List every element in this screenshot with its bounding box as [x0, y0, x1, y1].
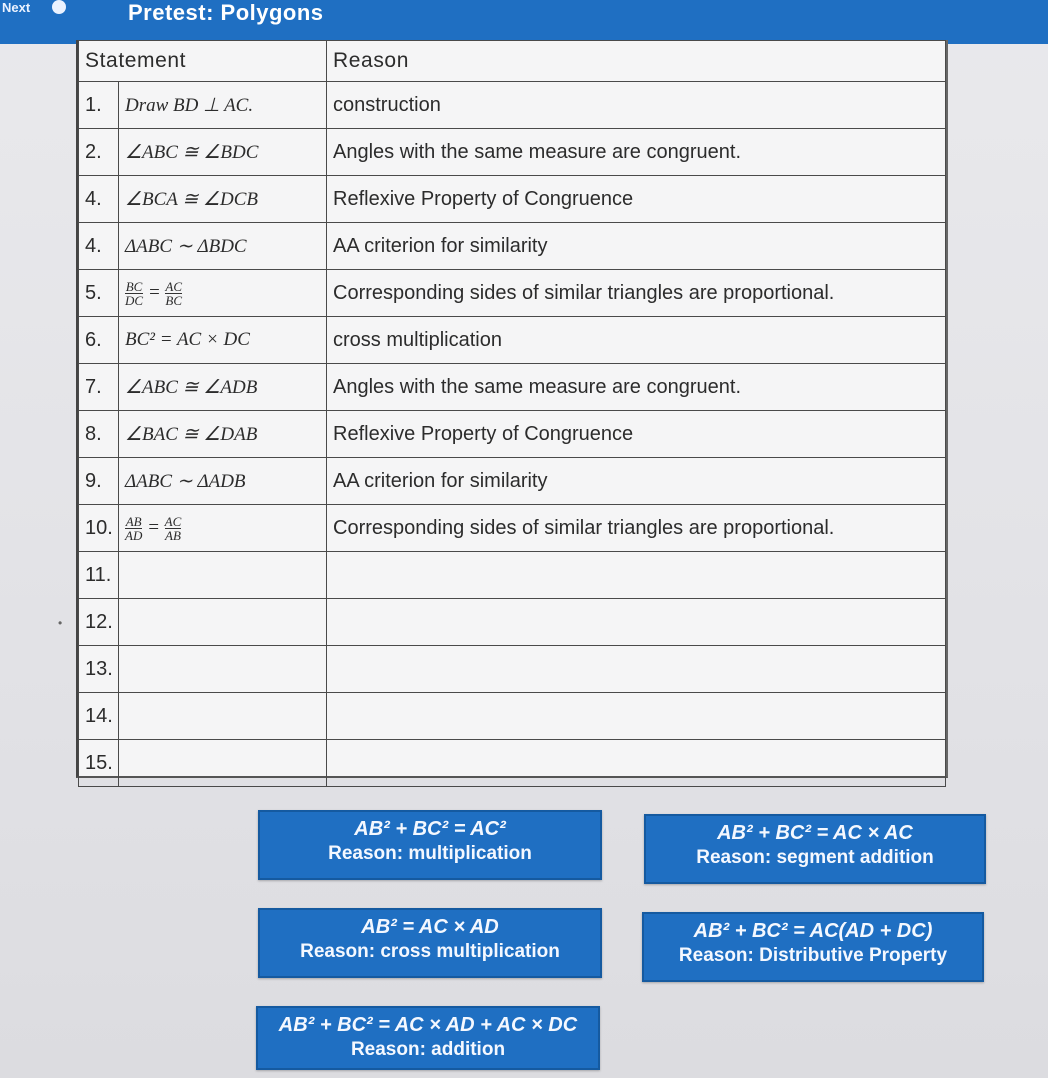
row-number: 6.: [79, 317, 119, 364]
statement-cell[interactable]: ∠BAC ≅ ∠DAB: [119, 411, 327, 458]
statement-cell[interactable]: [119, 646, 327, 693]
table-row: [79, 740, 946, 787]
fraction: [165, 515, 182, 542]
reason-cell[interactable]: [327, 646, 946, 693]
reason-cell[interactable]: [327, 599, 946, 646]
row-number: 7.: [79, 364, 119, 411]
fraction: [125, 280, 143, 307]
table-row: [79, 599, 946, 646]
statement-header: Statement: [79, 41, 327, 82]
table-row: [79, 270, 946, 317]
answer-tile-2[interactable]: [644, 814, 986, 884]
row-number: 2.: [79, 129, 119, 176]
reason-header: Reason: [327, 41, 946, 82]
answer-tile-1[interactable]: [258, 810, 602, 880]
tile-reason: Reason: addition: [350, 1039, 506, 1060]
fraction-denominator: AD: [125, 527, 143, 543]
tile-equation: AB² + BC² = AC²: [354, 818, 506, 840]
tile-equation: AB² + BC² = AC × AD + AC × DC: [278, 1014, 578, 1036]
statement-cell[interactable]: Draw BD ⊥ AC.: [119, 82, 327, 129]
fraction-numerator: BC: [125, 278, 143, 294]
table-row: [79, 646, 946, 693]
stray-dot: •: [58, 616, 63, 630]
fraction-denominator: DC: [125, 292, 144, 308]
table-row: [79, 411, 946, 458]
reason-cell[interactable]: AA criterion for similarity: [327, 458, 946, 505]
table-row: [79, 505, 946, 552]
fraction-denominator: BC: [165, 292, 183, 308]
row-number: 9.: [79, 458, 119, 505]
table-row: [79, 693, 946, 740]
reason-cell[interactable]: Corresponding sides of similar triangles are proportional.: [327, 505, 946, 552]
statement-cell[interactable]: ΔABC ∼ ΔBDC: [119, 223, 327, 270]
statement-cell[interactable]: [119, 505, 327, 552]
statement-cell[interactable]: [119, 270, 327, 317]
tile-equation: AB² + BC² = AC × AC: [717, 822, 913, 844]
table-header-row: [79, 41, 946, 82]
next-arrow-icon[interactable]: [52, 0, 66, 14]
statement-cell[interactable]: [119, 599, 327, 646]
reason-cell[interactable]: Reflexive Property of Congruence: [327, 411, 946, 458]
row-number: 8.: [79, 411, 119, 458]
equals-sign: =: [142, 516, 165, 538]
answer-tile-3[interactable]: [258, 908, 602, 978]
fraction-numerator: AC: [165, 278, 183, 294]
reason-cell[interactable]: Corresponding sides of similar triangles are proportional.: [327, 270, 946, 317]
statement-cell[interactable]: BC² = AC × DC: [119, 317, 327, 364]
proof-table-body: [79, 82, 946, 787]
statement-cell[interactable]: ∠ABC ≅ ∠ADB: [119, 364, 327, 411]
fraction-numerator: AB: [125, 513, 142, 529]
row-number: 13.: [79, 646, 119, 693]
reason-cell[interactable]: construction: [327, 82, 946, 129]
row-number: 10.: [79, 505, 119, 552]
fraction-numerator: AC: [164, 513, 182, 529]
statement-cell[interactable]: ∠ABC ≅ ∠BDC: [119, 129, 327, 176]
fraction: [165, 280, 182, 307]
reason-cell[interactable]: Reflexive Property of Congruence: [327, 176, 946, 223]
top-bar: [0, 0, 1048, 44]
proof-table-container: [76, 40, 948, 778]
tile-reason: Reason: segment addition: [696, 847, 934, 868]
table-row: [79, 223, 946, 270]
next-button[interactable]: Next: [2, 0, 31, 15]
row-number: 11.: [79, 552, 119, 599]
answer-tile-4[interactable]: [642, 912, 984, 982]
answer-tiles-area: [0, 790, 1048, 1078]
tile-equation: AB² = AC × AD: [361, 916, 499, 938]
fraction-denominator: AB: [165, 527, 181, 543]
row-number: 14.: [79, 693, 119, 740]
table-row: [79, 176, 946, 223]
equals-sign: =: [143, 281, 166, 303]
proof-table: [78, 40, 946, 787]
statement-cell[interactable]: [119, 740, 327, 787]
row-number: 4.: [79, 176, 119, 223]
row-number: 12.: [79, 599, 119, 646]
row-number: 4.: [79, 223, 119, 270]
answer-tile-5[interactable]: [256, 1006, 600, 1070]
fraction: [125, 515, 142, 542]
statement-cell[interactable]: [119, 693, 327, 740]
table-row: [79, 458, 946, 505]
table-row: [79, 364, 946, 411]
reason-cell[interactable]: [327, 552, 946, 599]
reason-cell[interactable]: Angles with the same measure are congruent.: [327, 364, 946, 411]
table-row: [79, 552, 946, 599]
row-number: 15.: [79, 740, 119, 787]
reason-cell[interactable]: AA criterion for similarity: [327, 223, 946, 270]
row-number: 1.: [79, 82, 119, 129]
tile-equation: AB² + BC² = AC(AD + DC): [693, 920, 933, 942]
reason-cell[interactable]: [327, 693, 946, 740]
statement-cell[interactable]: ΔABC ∼ ΔADB: [119, 458, 327, 505]
table-row: [79, 317, 946, 364]
statement-cell[interactable]: ∠BCA ≅ ∠DCB: [119, 176, 327, 223]
table-row: [79, 129, 946, 176]
reason-cell[interactable]: cross multiplication: [327, 317, 946, 364]
statement-cell[interactable]: [119, 552, 327, 599]
tile-reason: Reason: Distributive Property: [678, 945, 948, 966]
reason-cell[interactable]: Angles with the same measure are congruent.: [327, 129, 946, 176]
row-number: 5.: [79, 270, 119, 317]
tile-reason: Reason: multiplication: [328, 843, 532, 864]
table-row: [79, 82, 946, 129]
reason-cell[interactable]: [327, 740, 946, 787]
tile-reason: Reason: cross multiplication: [300, 941, 560, 962]
page-title: Pretest: Polygons: [128, 0, 324, 25]
